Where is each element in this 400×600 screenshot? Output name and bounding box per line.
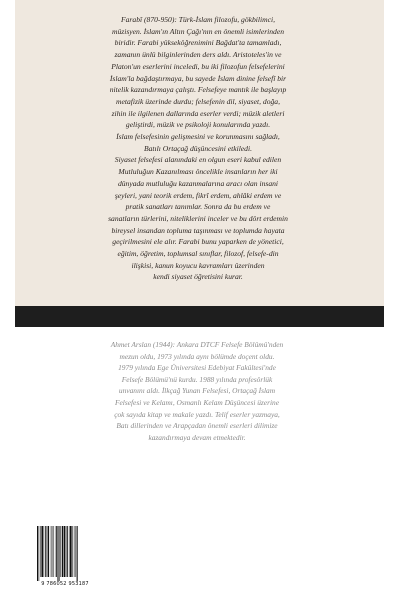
description-line: zihin ile ilgilenen dallarında eserler verdi; müzik aletleri	[111, 108, 285, 118]
barcode-bars	[35, 526, 94, 581]
book-description	[69, 14, 327, 283]
description-line: Farabî (870-950): Türk-İslam filozofu, gökbilimci,	[121, 15, 275, 24]
barcode-bar	[69, 526, 70, 577]
description-line: Platon'un eserlerini inceledi, bu iki filozofun felsefelerini	[111, 61, 285, 71]
barcode-bar	[44, 526, 45, 577]
barcode-bar	[45, 526, 46, 577]
bio-line: çok sayıda kitap ve makale yazdı. Telif eserler yazmaya,	[114, 409, 280, 419]
description-line: kendi siyaset öğretisini kurar.	[153, 272, 243, 282]
barcode-bar	[72, 526, 73, 577]
barcode-bar	[74, 526, 75, 577]
barcode-bar	[47, 526, 48, 577]
description-line: zamanın ünlü bilginlerinden ders aldı. Aristoteles'in ve	[114, 50, 282, 60]
description-line: biridir. Farabi yükseköğrenimini Bağdat'ta tamamladı,	[114, 38, 282, 48]
barcode-bar	[58, 526, 59, 581]
description-line: sanatların türlerini, niteliklerini inceler ve bu dört erdemin	[108, 213, 288, 223]
description-line: Siyaset felsefesi alanındaki en olgun eseri kabul edilen	[114, 155, 282, 165]
description-line: bireysel insandan topluma taşınması ve toplumda hayata	[111, 225, 285, 235]
barcode-bar	[54, 526, 55, 577]
description-line: dünyada mutluluğu kazanmalarına aracı olan insani	[117, 178, 279, 188]
barcode-bar	[51, 526, 52, 577]
description-line: İslam'la bağdaştırmaya, bu sayede İslam dinine felsefî bir	[109, 73, 287, 83]
bio-line: Ahmet Arslan (1944): Ankara DTCF Felsefe Bölümü'nden	[110, 340, 284, 349]
description-line: İslam felsefesinin gelişmesini ve korunmasını sağladı,	[116, 132, 280, 142]
barcode-bar	[37, 526, 38, 581]
author-biography	[90, 339, 304, 443]
description-line: Mutluluğun Kazanılması öncelikle insanların her iki	[118, 167, 278, 177]
barcode-bar	[60, 526, 61, 577]
barcode-bar	[52, 526, 53, 577]
barcode-bar	[66, 526, 67, 577]
barcode-bar	[48, 526, 49, 577]
barcode-bar	[56, 526, 57, 577]
description-line: geçirilmesini ele alır. Farabi bunu yaparken de yönetici,	[112, 237, 284, 247]
bio-line: Felsefesi ve Kelamı, Osmanlı Kelam Düşüncesi üzerine	[114, 397, 279, 407]
bio-line: mezun oldu, 1973 yılında aynı bölümde doçent oldu.	[119, 351, 275, 361]
bio-line: Felsefe Bölümü'nü kurdu. 1988 yılında profesörlük	[121, 374, 273, 384]
barcode-bar	[64, 526, 65, 577]
description-line: metafizik üzerinde durdu; felsefenin dil, siyaset, doğa,	[115, 96, 280, 106]
description-line: şeyleri, yani teorik erdem, fikrî erdem, ahlâki erdem ve	[114, 190, 282, 200]
barcode-bar	[57, 526, 58, 581]
barcode-bar	[39, 526, 40, 581]
bio-line: kazandırmaya devam etmektedir.	[148, 432, 246, 442]
bio-line: Batı dillerinden ve Arapçadan önemli eserleri dilimize	[116, 421, 278, 431]
description-line: müzisyen. İslam'ın Altın Çağı'nın en önemli isimlerinden	[111, 26, 285, 36]
barcode-bar	[70, 526, 72, 577]
barcode-bar	[40, 526, 41, 577]
bio-line: unvanını aldı. İlkçağ Yunan Felsefesi, Ortaçağ İslam	[118, 386, 276, 396]
description-line: geliştirdi, müzik ve psikoloji konularında yazdı.	[125, 120, 271, 130]
bio-line: 1979 yılında Ege Üniversitesi Edebiyat Fakültesi'nde	[118, 363, 276, 373]
barcode-bar	[62, 526, 64, 577]
isbn-number: 9 786052 953187	[41, 581, 89, 587]
description-line: pratik sanatları tanımlar. Sonra da bu erdem ve	[125, 202, 271, 212]
barcode-icon	[35, 526, 94, 584]
description-line: eğitim, öğretim, toplumsal sınıflar, filozof, felsefe-din	[117, 249, 279, 259]
description-line: ilişkisi, kanun koyucu kavramları üzerinden	[131, 260, 265, 270]
barcode-bar	[76, 526, 77, 577]
description-line: Batılı Ortaçağ düşüncesini etkiledi.	[144, 143, 252, 153]
barcode-bar	[41, 526, 43, 577]
barcode-bar	[77, 526, 78, 581]
description-line: nitelik kazandırmaya çalıştı. Felsefeye mantık ile başlayıp	[109, 85, 287, 95]
dark-band	[15, 306, 384, 327]
barcode-bar	[67, 526, 68, 577]
